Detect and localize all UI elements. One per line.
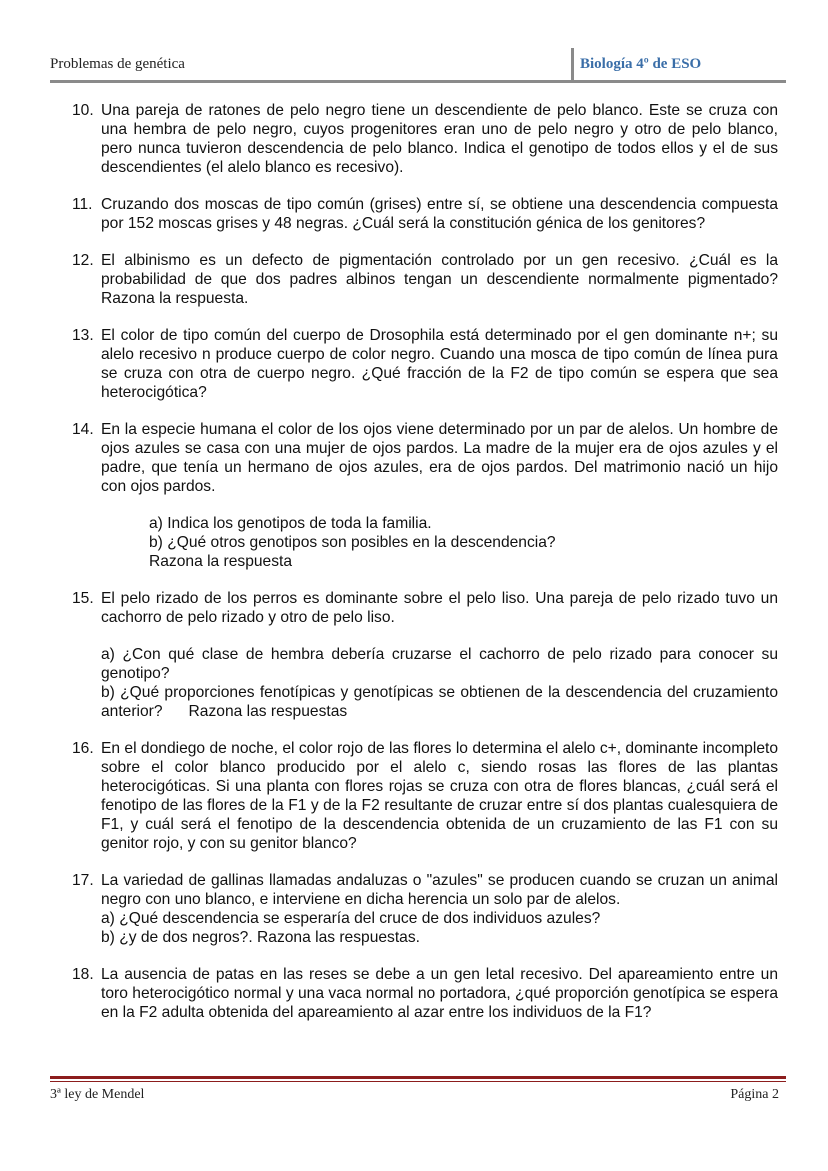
problem-17 bbox=[72, 871, 778, 947]
header-subject: Biología 4º de ESO bbox=[580, 56, 702, 72]
header-divider bbox=[50, 80, 786, 83]
problem-text: El albinismo es un defecto de pigmentación controlado por un gen recesivo. ¿Cuál es la probabilidad de que dos padres albinos tengan un descendiente normalmente pigmentado? Razona la respuesta. bbox=[101, 252, 778, 307]
problem-number: 16. bbox=[72, 740, 94, 757]
subquestion-a: a) Indica los genotipos de toda la familia. bbox=[149, 515, 432, 532]
problem-text: La ausencia de patas en las reses se debe a un gen letal recesivo. Del apareamiento entre un toro heterocigótico normal y una vaca normal no portadora, ¿qué proporción genotípica se espera en la F2 adulta obtenida del apareamiento al azar entre los individuos de la F1? bbox=[101, 966, 778, 1021]
problem-11 bbox=[72, 195, 778, 233]
footer-divider bbox=[50, 1076, 786, 1079]
problem-subquestions bbox=[101, 645, 783, 721]
problem-text: El color de tipo común del cuerpo de Drosophila está determinado por el gen dominante n+; su alelo recesivo n produce cuerpo de color negro. Cuando una mosca de tipo común de línea pura se cruza con otra de cuerpo negro. ¿Qué fracción de la F2 de tipo común se espera que sea heterocigótica? bbox=[101, 327, 778, 401]
problem-subquestions bbox=[101, 514, 778, 571]
subquestion-a: a) ¿Qué descendencia se esperaría del cruce de dos individuos azules? bbox=[101, 910, 601, 927]
problem-number: 17. bbox=[72, 872, 94, 889]
problem-16 bbox=[72, 739, 778, 853]
problem-number: 15. bbox=[72, 590, 94, 607]
footer-topic: 3ª ley de Mendel bbox=[50, 1087, 145, 1102]
header-title: Problemas de genética bbox=[50, 56, 185, 72]
problem-number: 14. bbox=[72, 421, 94, 438]
subquestion-note: Razona la respuesta bbox=[149, 553, 293, 570]
subquestion-b: b) ¿Qué otros genotipos son posibles en la descendencia? bbox=[149, 534, 556, 551]
problem-12 bbox=[72, 251, 778, 308]
problem-number: 11. bbox=[72, 196, 93, 213]
problem-text: El pelo rizado de los perros es dominante sobre el pelo liso. Una pareja de pelo rizado tuvo un cachorro de pelo rizado y otro de pelo liso. bbox=[101, 590, 778, 626]
page-number: Página 2 bbox=[730, 1087, 779, 1102]
problem-15 bbox=[72, 589, 783, 721]
page-header bbox=[50, 48, 786, 82]
problem-number: 12. bbox=[72, 252, 94, 269]
subquestion-b: b) ¿Qué proporciones fenotípicas y genotípicas se obtienen de la descendencia del cruzamiento anterior? Razona las respuestas bbox=[101, 684, 783, 720]
problem-18 bbox=[72, 965, 778, 1022]
problem-number: 18. bbox=[72, 966, 94, 983]
subquestion-a: a) ¿Con qué clase de hembra debería cruzarse el cachorro de pelo rizado para conocer su genotipo? bbox=[101, 646, 778, 682]
problem-subquestions bbox=[101, 909, 778, 947]
problems-list bbox=[72, 101, 783, 1040]
problem-text: En el dondiego de noche, el color rojo de las flores lo determina el alelo c+, dominante incompleto sobre el color blanco producido por el alelo c, siendo rosas las flores de las plantas heterocigóticas. Si una planta con flores rojas se cruza con otra de flores blancas, ¿cuál será el fenotipo de las flores de la F1 y de la F2 resultante de cruzar entre sí dos plantas cualesquiera de F1, y cuál será el fenotipo de la descendencia obtenida de un cruzamiento de las F1 con su genitor rojo, y con su genitor blanco? bbox=[101, 740, 778, 852]
problem-text: Una pareja de ratones de pelo negro tiene un descendiente de pelo blanco. Este se cruza con una hembra de pelo negro, cuyos progenitores eran uno de pelo negro y otro de pelo blanco, pero nunca tuvieron descendencia de pelo blanco. Indica el genotipo de todos ellos y el de sus descendientes (el alelo blanco es recesivo). bbox=[101, 102, 778, 176]
problem-text: Cruzando dos moscas de tipo común (grises) entre sí, se obtiene una descendencia compuesta por 152 moscas grises y 48 negras. ¿Cuál será la constitución génica de los genitores? bbox=[101, 196, 778, 232]
problem-text: En la especie humana el color de los ojos viene determinado por un par de alelos. Un hombre de ojos azules se casa con una mujer de ojos pardos. La madre de la mujer era de ojos azules y el padre, que tenía un hermano de ojos azules, era de ojos pardos. Del matrimonio nació un hijo con ojos pardos. bbox=[101, 421, 778, 495]
problem-number: 10. bbox=[72, 102, 94, 119]
problem-text: La variedad de gallinas llamadas andaluzas o "azules" se producen cuando se cruzan un animal negro con uno blanco, e interviene en dicha herencia un solo par de alelos. bbox=[101, 872, 778, 908]
problem-number: 13. bbox=[72, 327, 94, 344]
subquestion-b: b) ¿y de dos negros?. Razona las respuestas. bbox=[101, 929, 420, 946]
header-separator bbox=[571, 48, 574, 80]
problem-10 bbox=[72, 101, 778, 177]
problem-13 bbox=[72, 326, 778, 402]
footer-divider-thin bbox=[50, 1081, 786, 1082]
problem-14 bbox=[72, 420, 778, 571]
